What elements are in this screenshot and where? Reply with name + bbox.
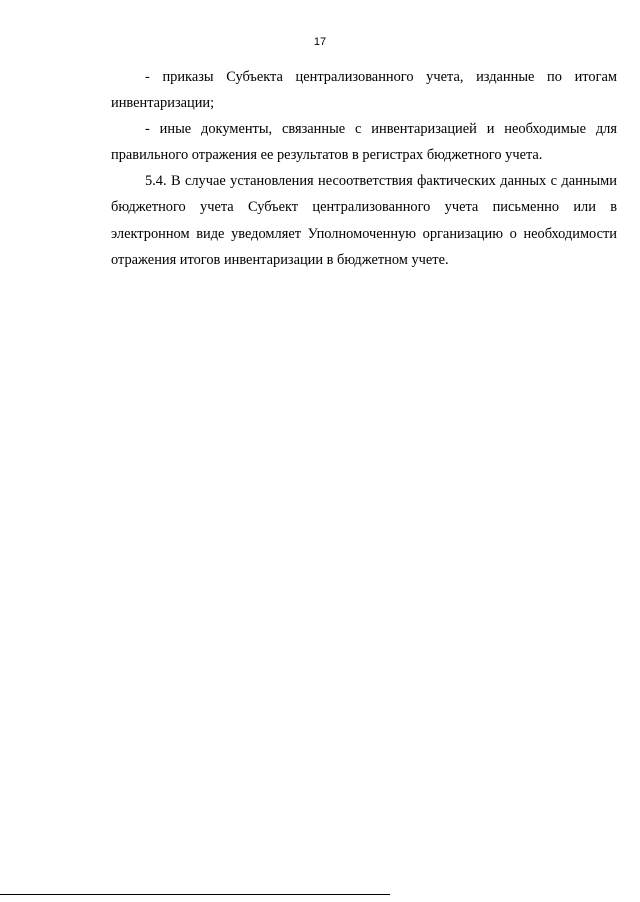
document-body [111,64,617,273]
list-item-orders: - приказы Субъекта централизованного учета, изданные по итогам инвентаризации; [111,69,617,112]
page-number: 17 [313,36,327,48]
list-item-other-documents: - иные документы, связанные с инвентаризацией и необходимые для правильного отражения ее результатов в регистрах бюджетного учета. [111,121,617,164]
clause-5-4: 5.4. В случае установления несоответствия фактических данных с данными бюджетного учета Субъект централизованного учета письменно или в электронном виде уведомляет Уполномоченную организацию о необходимости отражения итогов инвентаризации в бюджетном учете. [111,173,617,268]
footer-rule [0,894,390,895]
